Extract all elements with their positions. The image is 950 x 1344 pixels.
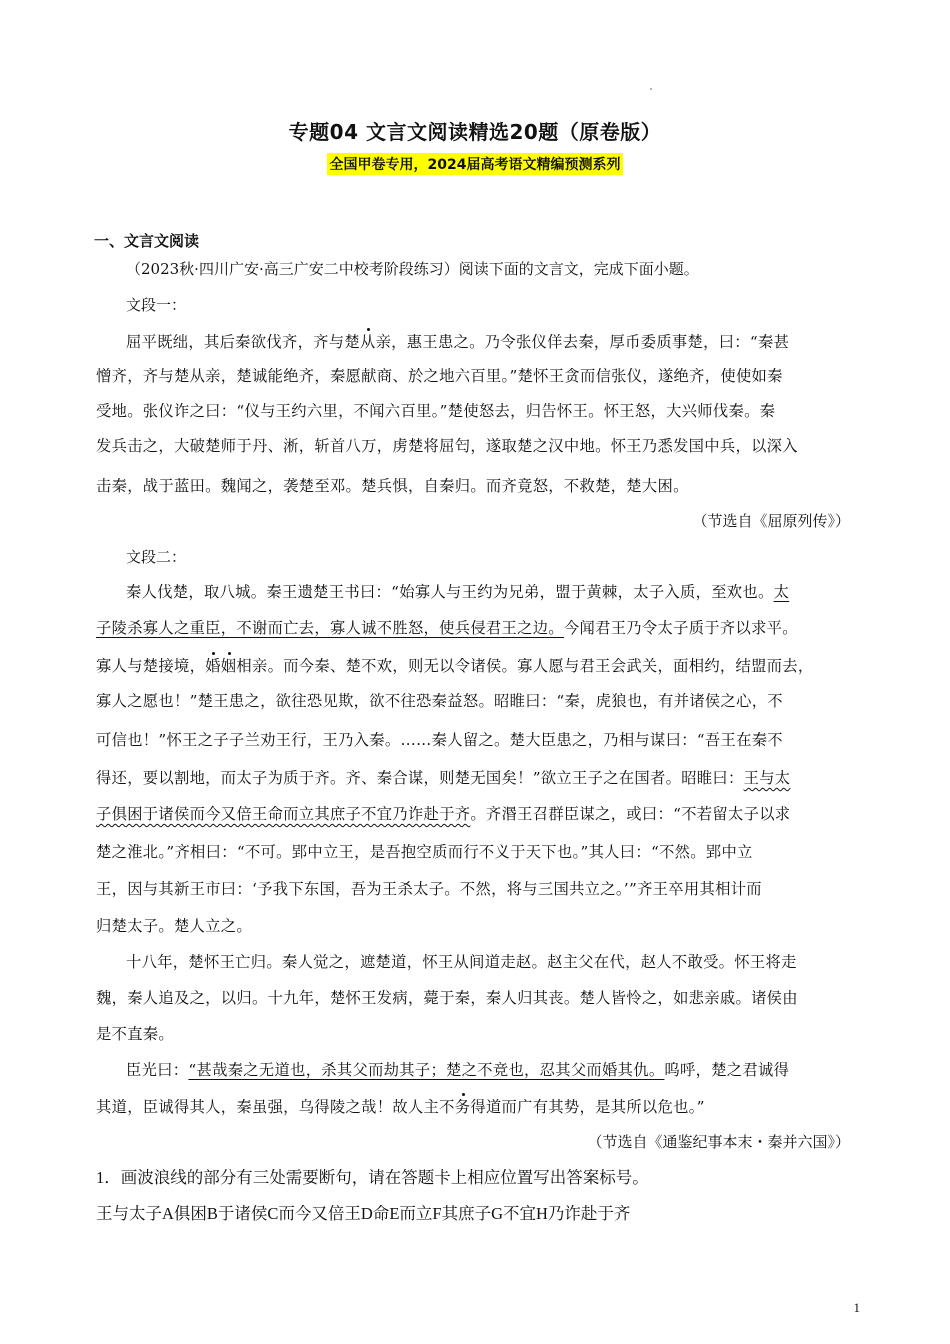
underlined-text: “甚哉秦之无道也，杀其父而劫其子；楚之不竞也，忍其父而婚其仇。 <box>188 1061 665 1079</box>
passage1-line-1 <box>126 330 789 352</box>
passage2-line-8: 楚之淮北。”齐相曰：“不可。郢中立王，是吾抱空质而行不义于天下也。”其人曰：“不然。郢中立 <box>96 843 753 861</box>
source-line: （2023秋·四川广安·高三广安二中校考阶段练习）阅读下面的文言文，完成下面小题。 <box>126 260 699 278</box>
text-segment: 得道而广有其势，是其所以危也。” <box>470 1098 705 1116</box>
passage1-line-5: 击秦，战于蓝田。魏闻之，袭楚至邓。楚兵惧，自秦归。而齐竟怒，不救楚，楚大困。 <box>96 477 689 495</box>
text-segment: 呜呼，楚之君诚得 <box>664 1061 790 1079</box>
question-prompt: 1．画波浪线的部分有三处需要断句，请在答题卡上相应位置写出答案标号。 <box>96 1168 649 1187</box>
passage1-citation: （节选自《屈原列传》） <box>692 512 850 530</box>
passage2-label: 文段二： <box>126 548 187 566</box>
passage2-line-5: 可信也！”怀王之子子兰劝王行，王乃入秦。……秦人留之。楚大臣患之，乃相与谋曰：“吾王在秦不 <box>96 731 783 749</box>
text-segment: 。齐湣王召群臣谋之，或曰：“不若留太子以求 <box>470 805 791 823</box>
passage2-line-14 <box>126 1058 789 1080</box>
passage2-line-3 <box>96 654 814 676</box>
dotted-char: 务 <box>454 1098 471 1116</box>
section-heading: 一、文言文阅读 <box>94 232 200 250</box>
passage2-line-13: 是不直秦。 <box>96 1025 174 1043</box>
text-segment: 相亲。而今秦、楚不欢，则无以令诸侯。寡人愿与君王会武关，面相约，结盟而去， <box>236 657 814 675</box>
passage2-line-1 <box>126 580 789 602</box>
passage2-line-15 <box>96 1095 705 1117</box>
passage2-citation: （节选自《通鉴纪事本末・秦并六国》） <box>587 1133 850 1151</box>
passage1-line-4: 发兵击之，大破楚师于丹、淅，斩首八万，虏楚将屈匄，遂取楚之汉中地。怀王乃悉发国中兵，以深入 <box>96 437 798 455</box>
passage1-line-3: 受地。张仪诈之曰：“仪与王约六里，不闻六百里。”楚使怒去，归告怀王。怀王怒，大兴师伐秦。秦 <box>96 402 776 420</box>
passage1-line-2: 憎齐，齐与楚从亲，楚诚能绝齐，秦愿献商、於之地六百里。”楚怀王贪而信张仪，遂绝齐，使使如秦 <box>96 367 783 385</box>
wavy-underlined-text: 子俱困于诸侯而今又倍王命而立其庶子不宜乃诈赴于齐 <box>96 805 471 823</box>
text-segment: 今闻君王乃令太子质于齐以求平。 <box>563 619 798 637</box>
passage1-label: 文段一： <box>126 296 187 314</box>
passage2-line-2 <box>96 616 798 638</box>
scan-dot <box>650 88 652 90</box>
page-title: 专题04 文言文阅读精选20题（原卷版） <box>288 120 662 144</box>
subtitle-container <box>0 153 950 175</box>
passage2-line-4: 寡人之愿也！”楚王患之，欲往恐见欺，欲不往恐秦益怒。昭睢曰：“秦，虎狼也，有并诸侯之心，不 <box>96 692 783 710</box>
question-sentence: 王与太子A俱困B于诸侯C而今又倍王D命E而立F其庶子G不宜H乃诈赴于齐 <box>96 1204 631 1223</box>
text-segment: 其道，臣诚得其人，秦虽强，乌得陵之哉！故人主不 <box>96 1098 455 1116</box>
underlined-text: 子陵杀寡人之重臣，不谢而亡去，寡人诚不胜怒，使兵侵君王之边。 <box>96 619 564 637</box>
passage2-line-9: 王，因与其新王市曰：‘予我下东国，吾为王杀太子。不然，将与三国共立之。’”齐王卒用其相计而 <box>96 880 762 898</box>
dotted-char: 姻 <box>220 657 237 675</box>
page-number: 1 <box>853 1300 860 1315</box>
underlined-text: 太 <box>773 583 790 601</box>
dotted-char: 从 <box>359 333 376 351</box>
dotted-char: 婚 <box>205 657 221 675</box>
passage2-line-12: 魏，秦人追及之，以归。十九年，楚怀王发病，薨于秦，秦人归其丧。楚人皆怜之，如悲亲戚。诸侯由 <box>96 989 798 1007</box>
text-segment: 得还，要以割地，而太子为质于齐。齐、秦合谋，则楚无国矣！”欲立王子之在国者。昭睢曰： <box>96 769 744 787</box>
text-segment: 亲，惠王患之。乃令张仪佯去秦，厚币委质事楚，曰：“秦甚 <box>375 333 790 351</box>
passage2-line-10: 归楚太子。楚人立之。 <box>96 917 252 935</box>
text-segment: 寡人与楚接境， <box>96 657 206 675</box>
passage2-line-7 <box>96 802 790 824</box>
text-segment: 臣光曰： <box>126 1061 189 1079</box>
text-segment: 屈平既绌，其后秦欲伐齐，齐与楚 <box>126 333 360 351</box>
passage2-line-6 <box>96 766 790 788</box>
wavy-underlined-text: 王与太 <box>743 769 791 787</box>
page-subtitle-highlight: 全国甲卷专用，2024届高考语文精编预测系列 <box>327 153 624 175</box>
text-segment: 秦人伐楚，取八城。秦王遗楚王书曰：“始寡人与王约为兄弟，盟于黄棘，太子入质，至欢也。 <box>126 583 774 601</box>
passage2-line-11: 十八年，楚怀王亡归。秦人觉之，遮楚道，怀王从间道走赵。赵主父在代，赵人不敢受。怀王将走 <box>126 953 797 971</box>
